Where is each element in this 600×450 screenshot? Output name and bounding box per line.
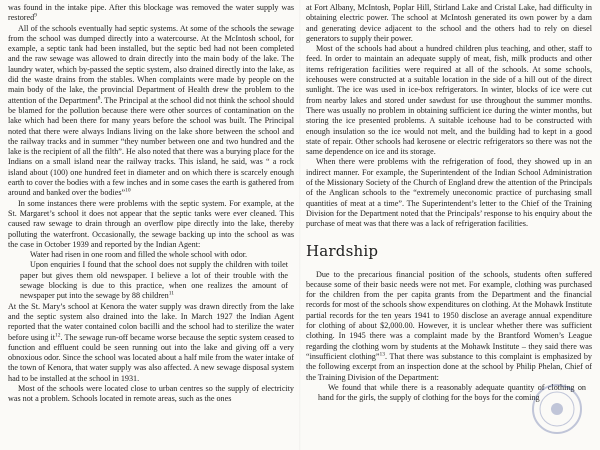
paragraph	[306, 3, 592, 44]
text-run: In some instances there were problems with the septic system. For example, at the St. Margaret’s school it does not appear that the septic tanks were ever cleaned. This caused raw sewage to drain through an overflow pipe directly into the lake, thereby polluting the waterfront. Occasionally, the sewage backing up into the school as was the case in October 1939 and reported by the Indian Agent:	[8, 198, 294, 249]
text-run: All of the schools eventually had septic systems. At some of the schools the sewage from the school was dumped directly into a watercourse. At the McIntosh school, for example, a septic tank had been installed, but the septic bed had not been completed and the raw sewage was allowed to drain directly into the main body of the lake. The laundry water, which by-passed the septic system, also drained directly into the lake, as did the waste drains from the stables. When complaints were made by people on the main body of the lake, the provincial Department of Health drew the problem to the attention of the Department	[8, 23, 294, 105]
footnote-ref[interactable]: 9	[34, 12, 37, 19]
left-column	[8, 3, 294, 450]
text-run: Most of the schools had about a hundred children plus teaching, and other, staff to feed. In order to maintain an adequate supply of meat, fish, milk products and other items refrigeration facilities were required at all of the schools. At some schools, icehouses were constructed at a suitable location in the side of a hill out of the direct sunlight. The ice was used in ice-box refrigerators. In winter, blocks of ice were cut from nearby lakes and stored under sawdust for use throughout the summer months. There was usually no problem in obtaining sufficient ice during the winter months, but storing the ice presented problems. A suitable icehouse had to be constructed with enough insulation so the ice would not melt, and the building had to kept in a good state of repair. Other schools had kerosene or electric refrigerators so there was not the same dependence on ice and its storage.	[306, 44, 592, 157]
paragraph	[306, 44, 592, 157]
footnote-ref[interactable]: 10	[125, 187, 131, 194]
paragraph	[8, 384, 294, 405]
footnote-ref[interactable]: 13	[379, 351, 385, 358]
page-fold	[299, 0, 301, 450]
text-run: Due to the precarious financial position of the schools, students often suffered because some of their basic needs were not met. For example, clothing was purchased for the children from the per capita grants from the Department and the financial records for most of the schools show expenditures on clothing. At the Mohawk Institute partial records for the ten years 1941 to 1950 disclose an average annual expenditure for clothing of about $2,000.00. However, it is unclear whether there was sufficient clothing. In 1945 there was a complaint made by the Brantford Women’s League regarding the clothing worn by students at the Mohawk Institute – they said there was “insufficient clothing”	[306, 269, 592, 361]
footnote-ref[interactable]: 12	[55, 331, 61, 338]
text-run: Water had risen in one room and filled the whole school with odor.	[30, 250, 248, 260]
footnote-ref[interactable]: 8	[97, 94, 101, 101]
text-run: At the St. Mary’s school at Kenora the water supply was drawn directly from the lake and the septic system also drained into the lake. In March 1927 the Indian Agent reported that the water contained colon bacilli and the school had to sterilize the water before using it	[8, 301, 294, 342]
paragraph	[8, 24, 294, 199]
text-run: . That there was substance to this complaint is emphasized by the following excerpt from an inspection done at the school by Philip Phelan, Chief of the Training Division of the Department:	[306, 351, 592, 382]
paragraph	[306, 157, 592, 229]
paragraph	[306, 270, 592, 383]
text-run: . The sewage run-off became worse because the septic system ceased to function and effluent could be seen running out into the lake and giving off a very obnoxious odor. Since the school was located about a half mile from the water intake of the town of Kenora, that water supply was also affected. A new sewage disposal system had to be installed at the school in 1931.	[8, 332, 294, 383]
text-run: . The Principal at the school did not think the school should be blamed for the pollution because there were other sources of contamination on the lake which had been there for many years before the school was built. The Principal noted that there were always Indians living on the lake shore between the school and the railway tracks and in summer “they number between one and two hundred and the lake is the recipient of all the filth”. He also noted that there was a burying place for the Indians on a small island near the railway tracks. This island, he said, was “ a rock island about (100) one hundred feet in diameter and on which there is scarcely enough earth to cover the bodies with a few inches and in some cases the earth is gathered from around and banked over the bodies”	[8, 95, 294, 198]
footnote-ref[interactable]: 11	[168, 290, 174, 297]
paragraph	[8, 3, 294, 24]
paragraph	[8, 302, 294, 384]
section-heading: Hardship	[306, 241, 379, 260]
paragraph	[8, 199, 294, 250]
block-quote	[318, 383, 586, 404]
text-run: When there were problems with the refrigeration of food, they showed up in an indirect manner. For example, the Superintendent of the Indian School Administration of the Missionary Society of the Church of England drew the attention of the Principals of the Anglican schools to the “extremely uneconomic practice of purchasing small quantities of meat at a time”. The Superintendent’s letter to the Chief of the Training Division for the Department noted that the Principals’ response to his enquiry about the purchase of meat was that there was a lack of refrigeration facilities.	[306, 157, 592, 229]
block-quote	[20, 250, 288, 260]
text-run: was found in the intake pipe. After this blockage was removed the water supply was restored	[8, 3, 294, 23]
text-run: Most of the schools were located close to urban centres so the supply of electricity was not a problem. Schools located in remote areas, such as the ones	[8, 383, 294, 404]
text-run: at Fort Albany, McIntosh, Poplar Hill, Stirland Lake and Cristal Lake, had difficulty in obtaining electric power. The school at McIntosh generated its own power by a dam and generating device adjacent to the school and the others had to rely on diesel generators to supply their power.	[306, 3, 592, 43]
text-run: Upon enquiries I found that the school does not supply the children with toilet paper but gives them old newspaper. I believe a lot of their trouble with the sewage blocking is due to this practice, when one realizes the amount of newspaper put into the sewage by 88 children	[20, 260, 288, 301]
block-quote	[20, 260, 288, 301]
right-column	[306, 3, 592, 450]
text-run: We found that while there is a reasonably adequate quantity of clothing on hand for the girls, the supply of clothing for the boys for the coming	[318, 382, 586, 403]
